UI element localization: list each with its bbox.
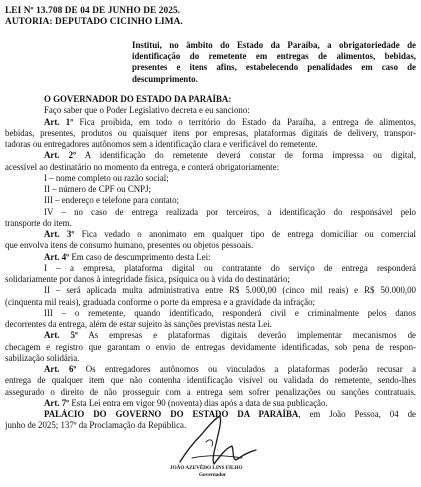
- article-item: (cinquenta mil reais), graduada conforme o porte da empresa e a gravidade da infração;: [5, 296, 315, 307]
- article-6: [5, 364, 416, 375]
- article-text: assegurado o direito de não prosseguir com a entrega sem sofrer penalizações ou sanções contratuais.: [5, 386, 416, 397]
- signature-scribble: [172, 412, 262, 470]
- article-text: Os entregadores autônomos ou vinculados a plataformas poderão recusar a: [85, 364, 416, 374]
- closing-location: , em João Pessoa, 04 de: [298, 409, 416, 419]
- palace-name: PALÁCIO DO GOVERNO DO ESTADO DA PARAÍBA: [44, 409, 299, 419]
- article-item: I – nome completo ou razão social;: [44, 172, 169, 183]
- article-item: transporte do item.: [5, 217, 72, 228]
- article-text: entrega de qualquer item que não contenha identificação visível ou validada do remetente, sendo-lhes: [5, 375, 416, 386]
- law-summary: [132, 40, 416, 85]
- article-7: [5, 398, 416, 409]
- article-3: [5, 229, 416, 240]
- article-7-label: Art. 7º: [44, 397, 70, 408]
- article-5-label: Art. 5º: [44, 330, 78, 341]
- summary-line: presentes e itens afins, estabelecendo penalidades em caso de: [132, 62, 416, 73]
- governor-heading: O GOVERNADOR DO ESTADO DA PARAÍBA:: [44, 94, 232, 104]
- law-body: [5, 94, 416, 432]
- article-item: solidariamente por danos à integridade física, psíquica ou à vida do destinatário;: [5, 274, 290, 284]
- article-1-label: Art. 1º: [44, 116, 74, 127]
- summary-line: Institui, no âmbito do Estado da Paraíba, a obrigatoriedade de: [132, 40, 416, 50]
- article-1: [5, 117, 416, 128]
- article-item: III – o remetente, quando identificado, responderá civil e criminalmente pelos danos: [44, 307, 416, 318]
- article-text: bebidas, presentes, produtos ou quaisquer itens por empresas, plataformas digitais de delivery, transpor-: [5, 127, 416, 138]
- law-number: LEI Nº 13.708 DE 04 DE JUNHO DE 2025.: [5, 6, 181, 16]
- article-4: [5, 252, 416, 263]
- article-item: III – endereço e telefone para contato;: [44, 195, 180, 206]
- article-2-label: Art. 2º: [44, 150, 77, 161]
- article-item: decorrentes da entrega, além de estar sujeito às sanções previstas nesta Lei.: [5, 319, 272, 329]
- article-text: Fica vedado o anonimato em qualquer tipo de entrega domiciliar ou comercial: [81, 229, 416, 239]
- article-text: que envolva itens de consumo humano, presentes ou objetos pessoais.: [5, 240, 254, 251]
- article-text: Esta Lei entra em vigor 90 (noventa) dias após a data de sua publicação.: [71, 397, 328, 408]
- summary-line: descumprimento.: [132, 73, 198, 84]
- article-item: II – número de CPF ou CNPJ;: [44, 184, 151, 194]
- article-2: [5, 150, 416, 161]
- law-authorship: AUTORIA: DEPUTADO CICINHO LIMA.: [5, 17, 183, 27]
- signatory-role: Governador: [199, 472, 227, 478]
- closing-date: junho de 2025; 137º da Proclamação da República.: [5, 420, 187, 431]
- article-text: sabilização solidária.: [5, 352, 80, 363]
- article-text: A identificação do remetente deverá constar de forma impressa ou digital,: [84, 150, 416, 161]
- article-5: [5, 330, 416, 341]
- article-6-label: Art. 6º: [44, 364, 77, 374]
- enactment-clause: Faço saber que o Poder Legislativo decreta e eu sanciono:: [44, 105, 250, 116]
- article-text: acessível ao destinatário no momento da entrega, e conterá obrigatoriamente:: [5, 161, 280, 172]
- signatory-name: JOÃO AZEVÊDO LINS FILHO: [170, 465, 243, 471]
- summary-line: identificação do remetente em entregas de alimentos, bebidas,: [132, 51, 416, 62]
- article-text: checagem e registro que garantam o envio de entregas devidamente identificadas, sob pena de respon-: [5, 341, 416, 352]
- article-3-label: Art. 3º: [44, 229, 75, 239]
- article-text: Fica proibida, em todo o território do Estado da Paraíba, a entrega de alimentos,: [79, 116, 416, 127]
- article-text: Em caso de descumprimento desta Lei:: [71, 251, 211, 262]
- article-text: tadoras ou entregadores autônomos sem a identificação clara e verificável do remetente.: [5, 139, 318, 149]
- article-4-label: Art. 4º: [44, 251, 70, 262]
- article-item: I – a empresa, plataforma digital ou contratante do serviço de entrega responderá: [44, 262, 416, 273]
- article-item: IV – no caso de entrega realizada por terceiros, a identificação do responsável pelo: [44, 206, 416, 217]
- article-item: II – será aplicada multa administrativa entre R$ 5.000,00 (cinco mil reais) e R$ 50.000,00: [44, 285, 416, 296]
- article-text: As empresas e plataformas digitais deverão implementar mecanismos de: [88, 330, 416, 341]
